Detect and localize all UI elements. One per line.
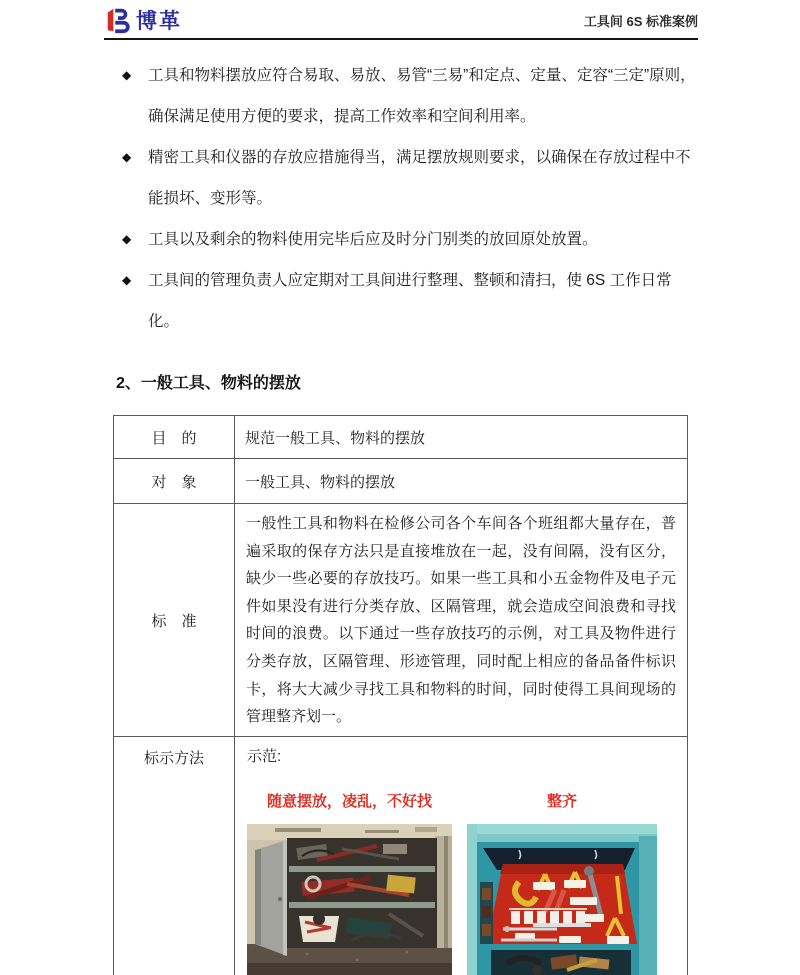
photo-captions [247,790,687,811]
row-content-object: 一般工具、物料的摆放 [245,473,396,491]
row-content-purpose: 规范一般工具、物料的摆放 [245,429,426,447]
diamond-bullet-icon: ◆ [122,232,132,246]
page-header [104,6,698,40]
diamond-bullet-icon: ◆ [122,150,132,164]
table-row-method [114,736,687,975]
table-row-standard [114,503,687,736]
document-title: 工具间 6S 标准案例 [583,13,698,29]
row-label-method: 标示方法 [114,737,235,975]
table-row-object [114,458,687,503]
row-label-purpose: 目 的 [114,416,235,458]
photo-tidy-cabinet [467,824,657,975]
bullet-list [104,55,700,342]
table-row-purpose [114,416,687,458]
company-logo [104,5,182,35]
bullet-text: 工具和物料摆放应符合易取、易放、易管“三易”和定点、定量、定容“三定”原则，确保满足使用方便的要求，提高工作效率和空间利用率。 [148,67,696,125]
row-content-method [235,737,687,975]
bullet-item [104,55,700,137]
diamond-bullet-icon: ◆ [122,273,132,287]
demo-label: 示范: [247,748,282,765]
diamond-bullet-icon: ◆ [122,68,132,82]
example-photos [247,824,687,975]
boge-logo-icon [104,6,132,34]
row-label-standard: 标 准 [114,504,235,736]
spec-table [113,415,688,975]
bullet-item [104,260,700,342]
bullet-text: 工具间的管理负责人应定期对工具间进行整理、整顿和清扫，使 6S 工作日常化。 [148,272,672,330]
logo-text: 博革 [136,10,182,33]
row-content-standard: 一般性工具和物料在检修公司各个车间各个班组都大量存在，普遍采取的保存方法只是直接堆放在一起，没有间隔，没有区分，缺少一些必要的存放技巧。如果一些工具和小五金物件及电子元件如果没有进行分类存放、区隔管理，就会造成空间浪费和寻找时间的浪费。以下通过一些存放技巧的示例，对工具及物件进行分类存放，区隔管理、形迹管理，同时配上相应的备品备件标识卡，将大大减少寻找工具和物料的时间，同时使得工具间现场的管理整齐划一。 [246,515,676,726]
bullet-item [104,137,700,219]
row-label-object: 对 象 [114,459,235,503]
bullet-text: 精密工具和仪器的存放应措施得当，满足摆放规则要求，以确保在存放过程中不能损坏、变形等。 [148,149,691,207]
caption-tidy: 整齐 [546,793,577,810]
caption-messy: 随意摆放，凌乱，不好找 [266,793,432,810]
photo-messy-cabinet [247,824,452,975]
bullet-item [104,219,700,260]
bullet-text: 工具以及剩余的物料使用完毕后应及时分门别类的放回原处放置。 [148,231,598,248]
section-heading: 2、一般工具、物料的摆放 [116,375,301,392]
